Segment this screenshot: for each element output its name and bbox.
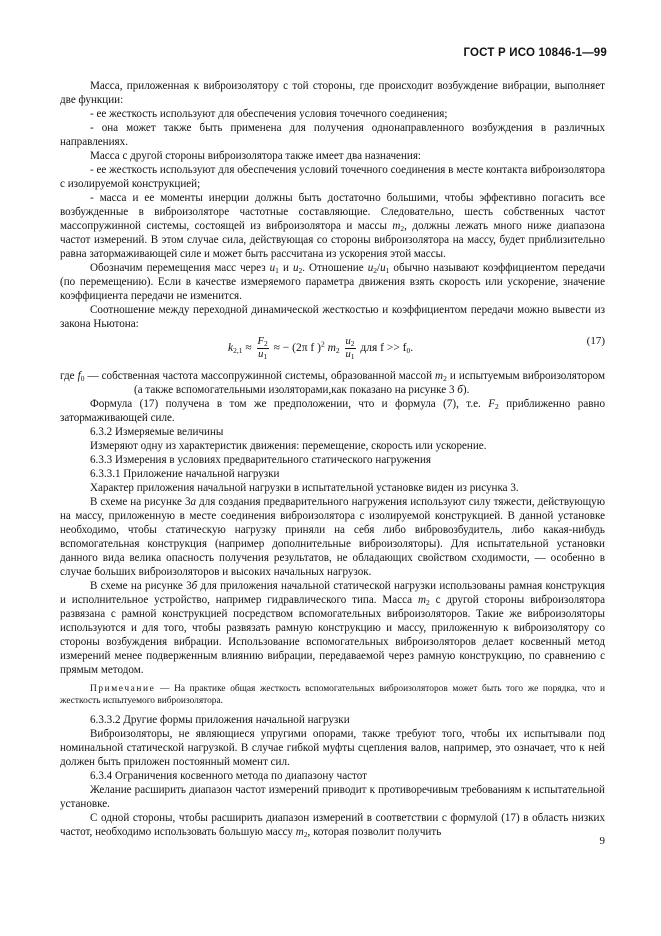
list-item: - она может также быть применена для получения однонаправленного возбуждения в различных направлениях. [60, 122, 605, 148]
formula-17 [60, 334, 605, 366]
list-item: - масса и ее моменты инерции должны быть достаточно большими, чтобы эффективно погасить все возбужденные в виброизоляторе частотные составляющие. Следовательно, шесть собственных частот массопружинной системы, состоящей из виброизолятора и массы $m_2$, должны лежать много ниже диапазона частот измерений. В этом случае сила, действующая со стороны виброизолятора на массу, будет приблизительно равна затормаживающей силе и может быть рассчитана из ускорения этой массы. [60, 192, 605, 260]
paragraph: Обозначим перемещения масс через $u_1$ и $u_2$. Отношение $u_2/u_1$ обычно называют коэффициентом передачи (по перемещению). Если в качестве измеряемого параметра движения взять скорость или ускорение, значение коэффициента передачи не изменится. [60, 262, 606, 302]
note: Примечание — На практике общая жесткость вспомогательных виброизоляторов может быть того же порядка, что и жесткость испытуемого виброизолятора. [60, 684, 605, 706]
paragraph: Масса с другой стороны виброизолятора также имеет два назначения: [90, 150, 422, 162]
document-body [60, 79, 605, 839]
list-item: - ее жесткость используют для обеспечения условий точечного соединения в месте контакта виброизолятора с изолируемой конструкцией; [60, 164, 605, 190]
paragraph: В схеме на рисунке 3а для создания предварительного нагружения используют силу тяжести, действующую на массу, приложенную в месте соединения виброизолятора с изолируемой конструкцией. В данной установке необходимо, чтобы статическую нагрузку приняли на себя либо вибровозбудитель, либо какая-нибудь вспомогательная конструкция (например дополнительные виброизоляторы). Для испытательной установки данного вида велика опасность получения результатов, не обладающих свойством сходимости, — особенно в случае больших виброизоляторов и высоких начальных нагрузок. [60, 496, 605, 578]
paragraph: Формула (17) получена в том же предположении, что и формула (7), т.е. $F_2$ приближенно равно затормаживающей силе. [60, 398, 605, 424]
formula-number: (17) [586, 335, 605, 347]
note-label: Примечание [90, 684, 156, 694]
paragraph: Желание расширить диапазон частот измерений приводит к противоречивым требованиям к испытательной установке. [60, 784, 605, 810]
section-heading: 6.3.4 Ограничения косвенного метода по диапазону частот [90, 770, 367, 782]
formula-expression: $k_{2,1}$ ≈ $\frac{F_2}{u_1}$ ≈ − (2π f )$^2$ $m_2$ $\frac{u_2}{u_1}$ для $f >> f_0$. [228, 336, 414, 361]
paragraph: Характер приложения начальной нагрузки в испытательной установке виден из рисунка 3. [90, 482, 519, 494]
formula-explanation: где $f_0$ — собственная частота массопружинной системы, образованной массой $m_2$ и испытуемым виброизолятором (а также вспомогательными изоляторами,как показано на рисунке 3 б). [60, 370, 605, 396]
list-item: - ее жесткость используют для обеспечения условия точечного соединения; [90, 108, 448, 120]
paragraph: Масса, приложенная к виброизолятору с той стороны, где происходит возбуждение вибрации, выполняет две функции: [60, 80, 605, 106]
paragraph: С одной стороны, чтобы расширить диапазон измерений в соответствии с формулой (17) в область низких частот, необходимо использовать большую массу $m_2$, которая позволит получить [60, 812, 605, 839]
section-heading: 6.3.3.2 Другие формы приложения начальной нагрузки [90, 714, 350, 726]
page-number: 9 [599, 835, 605, 847]
section-heading: 6.3.3 Измерения в условиях предварительного статического нагружения [90, 454, 432, 466]
paragraph: Виброизоляторы, не являющиеся упругими опорами, также требуют того, чтобы их испытывали под номинальной статической нагрузкой. В случае гибкой муфты сцепления валов, например, это означает, что к ней должен быть приложен постоянный момент сил. [60, 728, 605, 768]
section-heading: 6.3.3.1 Приложение начальной нагрузки [90, 468, 280, 480]
page-header: ГОСТ Р ИСО 10846-1—99 [463, 47, 607, 59]
paragraph: В схеме на рисунке 3б для приложения начальной статической нагрузки использованы рамная конструкция и исполнительное устройство, например гидравлического типа. Масса $m_2$ с другой стороны виброизолятора развязана с рамной конструкцией посредством вспомогательных виброизоляторов. Такие же виброизоляторы используются и для того, чтобы развязать рамную конструкцию и массу, приложенную к виброизолятору со стороны возбуждения вибрации. Использование вспомогательных виброизоляторов делает косвенный метод измерений менее подверженным влиянию вибрации, передаваемой через рамную конструкцию, по сравнению с прямым методом. [60, 580, 605, 676]
paragraph: Измеряют одну из характеристик движения: перемещение, скорость или ускорение. [90, 440, 487, 452]
paragraph: Соотношение между переходной динамической жесткостью и коэффициентом передачи можно вывести из закона Ньютона: [60, 304, 605, 330]
section-heading: 6.3.2 Измеряемые величины [90, 426, 224, 438]
